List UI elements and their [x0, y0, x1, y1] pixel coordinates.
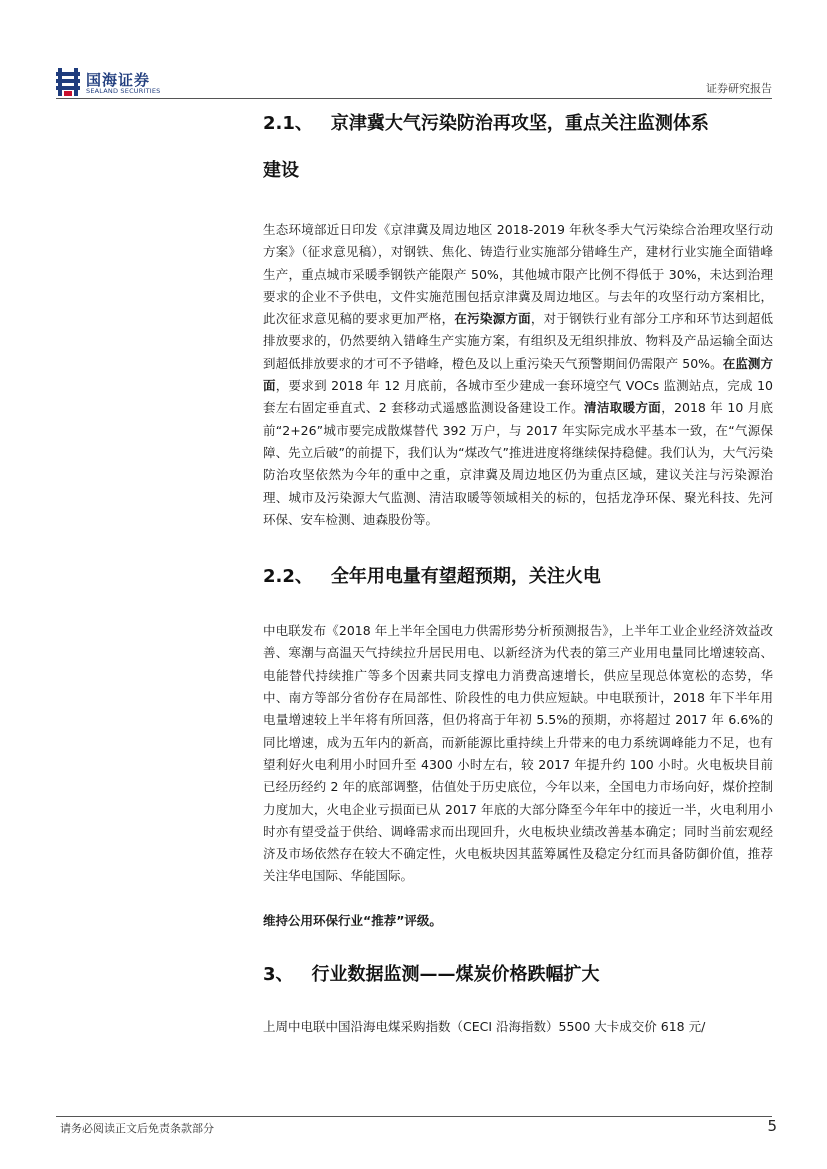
section-3: [263, 954, 773, 1038]
heading-number: 2.1、: [263, 113, 313, 134]
heading-number: 3、: [263, 964, 294, 986]
section-heading: [263, 103, 773, 145]
report-type-label: 证券研究报告: [706, 82, 772, 95]
main-content: [263, 100, 773, 1038]
body-paragraph: 生态环境部近日印发《京津冀及周边地区 2018-2019 年秋冬季大气污染综合治理攻坚行动方案》（征求意见稿），对钢铁、焦化、铸造行业实施部分错峰生产，建材行业实施全面错峰生产，重点城市采暖季钢铁产能限产 50%，其他城市限产比例不得低于 30%，未达到治理要求的企业不予供电，文件实施范围包括京津冀及周边地区。与去年的攻坚行动方案相比，此次征求意见稿的要求更加严格，在污染源方面，对于钢铁行业有部分工序和环节达到超低排放要求的，仍然要纳入错峰生产实施方案，有组织及无组织排放、物料及产品运输全面达到超低排放要求的才可不予错峰，橙色及以上重污染天气预警期间仍需限产 50%。在监测方面，要求到 2018 年 12 月底前，各城市至少建成一套环境空气 VOCs 监测站点，完成 10 套左右固定垂直式、2 套移动式遥感监测设备建设工作。清洁取暖方面，2018 年 10 月底前“2+26”城市要完成散煤替代 392 万户，与 2017 年实际完成水平基本一致，在“气源保障、先立后破”的前提下，我们认为“煤改气”推进进度将继续保持稳健。我们认为，大气污染防治攻坚依然为今年的重中之重，京津冀及周边地区仍为重点区域，建议关注与污染源治理、城市及污染源大气监测、清洁取暖等领域相关的标的，包括龙净环保、聚光科技、先河环保、安车检测、迪森股份等。: [263, 222, 773, 527]
footer-divider: [56, 1116, 772, 1117]
section-2-1: [263, 103, 773, 531]
logo-text-en: SEALAND SECURITIES: [86, 87, 161, 95]
header-divider: [56, 98, 772, 99]
heading-text: 建设: [263, 160, 299, 181]
page-header: [56, 60, 772, 100]
section-heading: [263, 556, 773, 598]
section-heading: [263, 954, 773, 996]
heading-text: 京津冀大气污染防治再攻坚，重点关注监测体系: [330, 113, 709, 134]
company-logo: [56, 68, 206, 98]
body-paragraph: 中电联发布《2018 年上半年全国电力供需形势分析预测报告》，上半年工业企业经济效益改善、寒潮与高温天气持续拉升居民用电、以新经济为代表的第三产业用电量同比增速较高、电能替代持续推广等多个因素共同支撑电力消费高速增长，供应呈现总体宽松的态势，华中、南方等部分省份存在局部性、阶段性的电力供应短缺。中电联预计，2018 年下半年用电量增速较上半年将有所回落，但仍将高于年初 5.5%的预期，亦将超过 2017 年 6.6%的同比增速，成为五年内的新高，而新能源比重持续上升带来的电力系统调峰能力不足，也有望利好火电利用小时回升至 4300 小时左右，较 2017 年提升约 100 小时。火电板块目前已经历经约 2 年的底部调整，估值处于历史底位，今年以来，全国电力市场向好，煤价控制力度加大，火电企业亏损面已从 2017 年底的大部分降至今年年中的接近一半，火电利用小时亦有望受益于供给、调峰需求而出现回升，火电板块业绩改善基本确定；同时当前宏观经济及市场依然存在较大不确定性，火电板块因其蓝筹属性及稳定分红而具备防御价值，推荐关注华电国际、华能国际。: [263, 623, 773, 884]
body-paragraph: 上周中电联中国沿海电煤采购指数（CECI 沿海指数）5500 大卡成交价 618 元/: [263, 1019, 706, 1035]
heading-text: 行业数据监测——煤炭价格跌幅扩大: [311, 964, 600, 986]
sealand-logo-icon: [56, 68, 80, 96]
page-number: 5: [767, 1117, 777, 1135]
section-heading-continued: [263, 150, 773, 192]
bold-term: 在监测方面: [263, 355, 773, 394]
heading-number: 2.2、: [263, 566, 313, 588]
section-2-2: [263, 556, 773, 932]
logo-text-cn: 国海证券: [86, 71, 151, 89]
rating-statement: 维持公用环保行业“推荐”评级。: [263, 912, 442, 928]
bold-term: 在污染源方面: [454, 311, 531, 327]
heading-text: 全年用电量有望超预期，关注火电: [330, 566, 601, 588]
bold-term: 清洁取暖方面: [584, 400, 662, 416]
footer-disclaimer: 请务必阅读正文后免责条款部分: [60, 1122, 214, 1135]
